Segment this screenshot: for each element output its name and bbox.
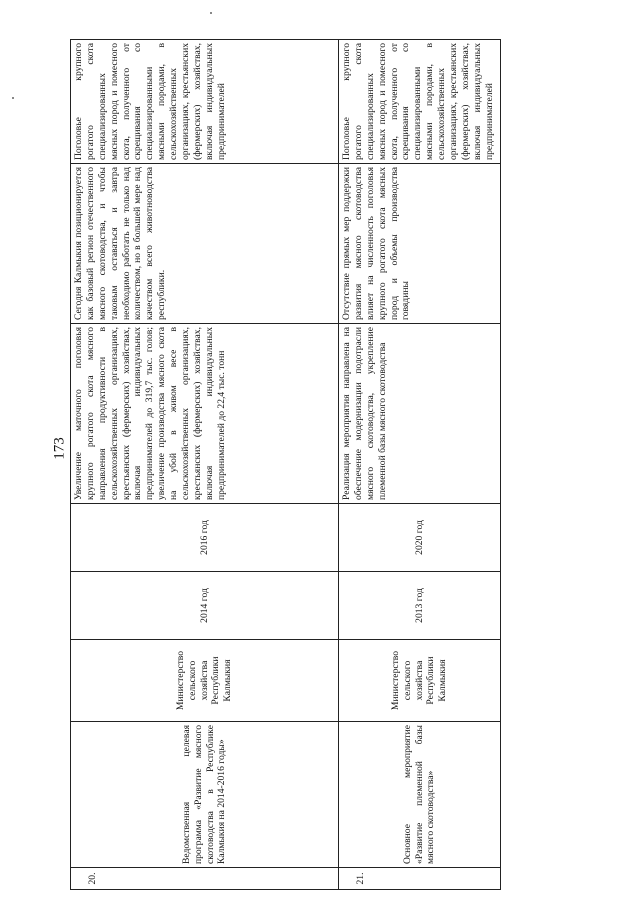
consequences-cell: Сегодня Калмыкия позиционируется как базовый регион отечественного мясного скотоводства, и чтобы таковым оставаться и завтра необходимо работать не только над количеством, но в большей мере над качеством всего животноводства республики.: [71, 164, 339, 324]
scan-speck: [210, 12, 212, 14]
expected-result-cell: Увеличение маточного поголовья крупного рогатого скота мясного направления продуктивности в сельскохозяйственных организациях, крестьянских (фермерских) хозяйствах, включая индивидуальных предпринимателей до 319,7 тыс. голов; увеличение производства мясного скота на убой в живом весе в сельскохозяйственных организациях, крестьянских (фермерских) хозяйствах, включая индивидуальных предпринимателей до 22,4 тыс. тонн: [71, 324, 339, 504]
indicator-cell: Поголовье крупного рогатого скота специализированных мясных пород и помесного скота, полученного от скрещивания со специализированными мясными породами, в сельскохозяйственных организациях, крестьянских (фермерских) хозяйствах, включая индивидуальных предпринимателей: [71, 40, 339, 164]
scan-speck: [12, 97, 14, 99]
table-row: [71, 40, 339, 890]
executor-cell: Министерство сельского хозяйства Республики Калмыкия: [339, 640, 501, 722]
row-number: 20.: [71, 868, 339, 890]
program-name-cell: Ведомственная целевая программа «Развитие мясного скотоводства в Республике Калмыкия на 2014-2016 годы»: [71, 722, 339, 868]
end-year-cell: 2020 год: [339, 504, 501, 572]
expected-result-cell: Реализация мероприятия направлена на обеспечение модернизации подотрасли мясного скотоводства, укрепление племенной базы мясного скотоводства: [339, 324, 501, 504]
start-year-cell: 2013 год: [339, 572, 501, 640]
indicator-cell: Поголовье крупного рогатого скота специализированных мясных пород и помесного скота, полученного от скрещивания со специализированными мясными породами, в сельскохозяйственных организациях, крестьянских (фермерских) хозяйствах, включая индивидуальных предпринимателей: [339, 40, 501, 164]
consequences-cell: Отсутствие прямых мер поддержки развития мясного скотоводства влияет на численность поголовья крупного рогатого скота мясных пород и объемы производства говядины: [339, 164, 501, 324]
end-year-cell: 2016 год: [71, 504, 339, 572]
program-name-cell: Основное мероприятие «Развитие племенной базы мясного скотоводства»: [339, 722, 501, 868]
page-number: 173: [51, 437, 68, 460]
row-number: 21.: [339, 868, 501, 890]
rotated-table-container: [70, 40, 500, 890]
start-year-cell: 2014 год: [71, 572, 339, 640]
table-row: [339, 40, 501, 890]
programs-table: [70, 39, 501, 890]
executor-cell: Министерство сельского хозяйства Республики Калмыкия: [71, 640, 339, 722]
